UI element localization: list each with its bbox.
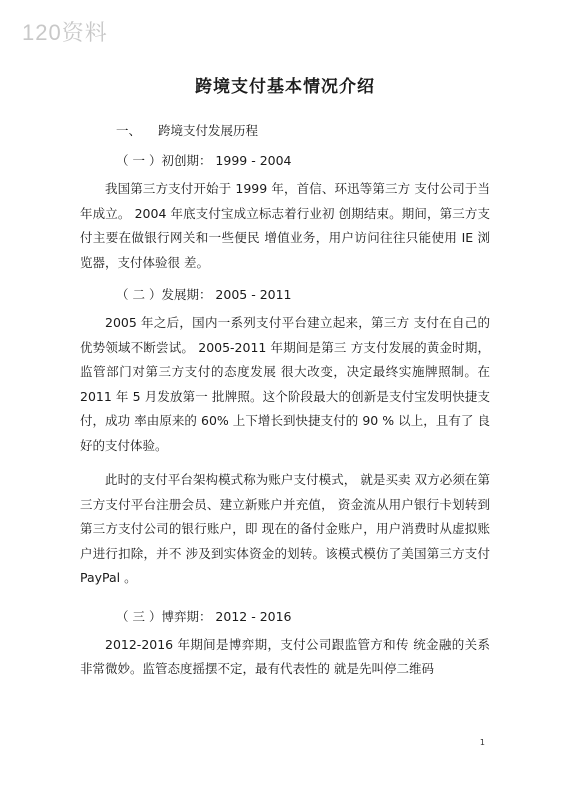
section-number: 一、 [116,123,142,138]
subsection-heading-3: （ 三 ）博弈期： 2012 - 2016 [116,608,292,624]
paragraph-2: 2005 年之后，国内一系列支付平台建立起来，第三方 支付在自己的优势领域不断尝试。 2005-2011 年期间是第三 方支付发展的黄金时期，监管部门对第三方支付的态度发展 很大改变，决定最终实施牌照制。在 2011 年 5 月发放第一 批牌照。这个阶段最大的创新是支付宝发明快捷支付，成功 率由原来的 60% 上下增长到快捷支付的 90 % 以上，且有了 良好的支付体验。 [80,315,490,453]
section-label: 跨境支付发展历程 [158,123,259,138]
subsection-heading-2: （ 二 ）发展期： 2005 - 2011 [116,287,292,302]
paragraph-4: 2012-2016 年期间是博弈期，支付公司跟监管方和传 统金融的关系非常微妙。监管态度摇摆不定，最有代表性的 就是先叫停二维码 [80,636,490,676]
document-title: 跨境支付基本情况介绍 [195,77,375,97]
paragraph-1: 我国第三方支付开始于 1999 年，首信、环迅等第三方 支付公司于当年成立。 2004 年底支付宝成立标志着行业初 创期结束。期间，第三方支付主要在做银行网关和一些便民 增值业务，用户访问往往只能使用 IE 浏览器，支付体验很 差。 [80,181,490,270]
section-heading [80,121,490,141]
document-page [80,72,490,682]
page-number: 1 [479,738,485,747]
paragraph-3: 此时的支付平台架构模式称为账户支付模式， 就是买卖 双方必须在第三方支付平台注册会员、建立新账户并充值， 资金流从用户银行卡划转到第三方支付公司的银行账户，即 现在的备付金账户，用户消费时从虚拟账户进行扣除，并不 涉及到实体资金的划转。该模式模仿了美国第三方支付 PayPal 。 [80,472,490,585]
watermark: 120资料 [22,20,108,45]
subsection-heading-1: （ 一 ）初创期： 1999 - 2004 [116,153,292,168]
